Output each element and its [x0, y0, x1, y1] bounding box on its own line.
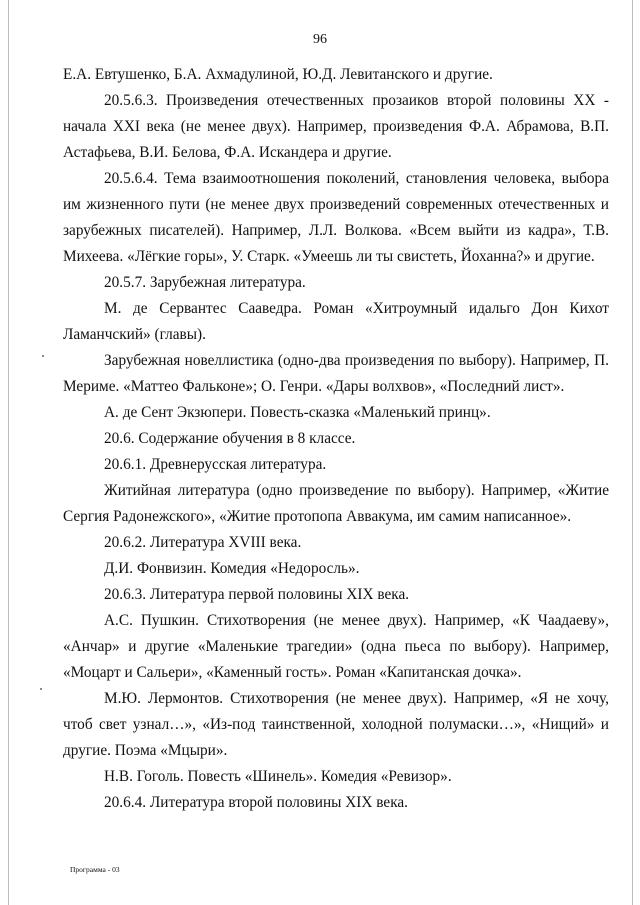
- section-heading: 20.6. Содержание обучения в 8 классе.: [104, 430, 356, 447]
- page-footer: Программа - 03: [70, 865, 120, 874]
- section-heading: 20.5.7. Зарубежная литература.: [104, 274, 306, 291]
- body-text: [63, 62, 609, 816]
- paragraph: А. де Сент Экзюпери. Повесть-сказка «Маленький принц».: [104, 404, 491, 421]
- section-heading: 20.6.3. Литература первой половины XIX века.: [104, 586, 410, 603]
- paragraph: Зарубежная новеллистика (одно-два произведения по выбору). Например, П. Мериме. «Маттео Фальконе»; О. Генри. «Дары волхвов», «Последний лист».: [63, 352, 609, 395]
- scan-speck: [40, 688, 42, 690]
- paragraph: Н.В. Гоголь. Повесть «Шинель». Комедия «Ревизор».: [104, 768, 452, 785]
- paragraph: 20.5.6.3. Произведения отечественных прозаиков второй половины XX - начала XXI века (не менее двух). Например, произведения Ф.А. Абрамова, В.П. Астафьева, В.И. Белова, Ф.А. Искандера и другие.: [63, 92, 609, 161]
- paragraph: А.С. Пушкин. Стихотворения (не менее двух). Например, «К Чаадаеву», «Анчар» и другие «Маленькие трагедии» (одна пьеса по выбору). Например, «Моцарт и Сальери», «Каменный гость». Роман «Капитанская дочка».: [63, 612, 609, 681]
- section-heading: 20.6.1. Древнерусская литература.: [104, 456, 327, 473]
- scan-speck: [42, 355, 44, 357]
- paragraph: М.Ю. Лермонтов. Стихотворения (не менее двух). Например, «Я не хочу, чтоб свет узнал…», «Из-под таинственной, холодной полумаски…», «Нищий» и другие. Поэма «Мцыри».: [63, 690, 609, 759]
- paragraph: Житийная литература (одно произведение по выбору). Например, «Житие Сергия Радонежского», «Житие протопопа Аввакума, им самим написанное».: [63, 482, 609, 525]
- paragraph: Е.А. Евтушенко, Б.А. Ахмадулиной, Ю.Д. Левитанского и другие.: [63, 66, 493, 83]
- section-heading: 20.6.2. Литература XVIII века.: [104, 534, 302, 551]
- scan-edge-line: [632, 0, 633, 905]
- paragraph: 20.5.6.4. Тема взаимоотношения поколений, становления человека, выбора им жизненного пути (не менее двух произведений современных отечественных и зарубежных писателей). Например, Л.Л. Волкова. «Всем выйти из кадра», Т.В. Михеева. «Лёгкие горы», У. Старк. «Умеешь ли ты свистеть, Йоханна?» и другие.: [63, 170, 609, 265]
- paragraph: М. де Сервантес Сааведра. Роман «Хитроумный идальго Дон Кихот Ламанчский» (главы).: [63, 300, 609, 343]
- page-number: 96: [313, 32, 327, 47]
- section-heading: 20.6.4. Литература второй половины XIX века.: [104, 794, 409, 811]
- scan-edge-line: [8, 0, 9, 905]
- paragraph: Д.И. Фонвизин. Комедия «Недоросль».: [104, 560, 360, 577]
